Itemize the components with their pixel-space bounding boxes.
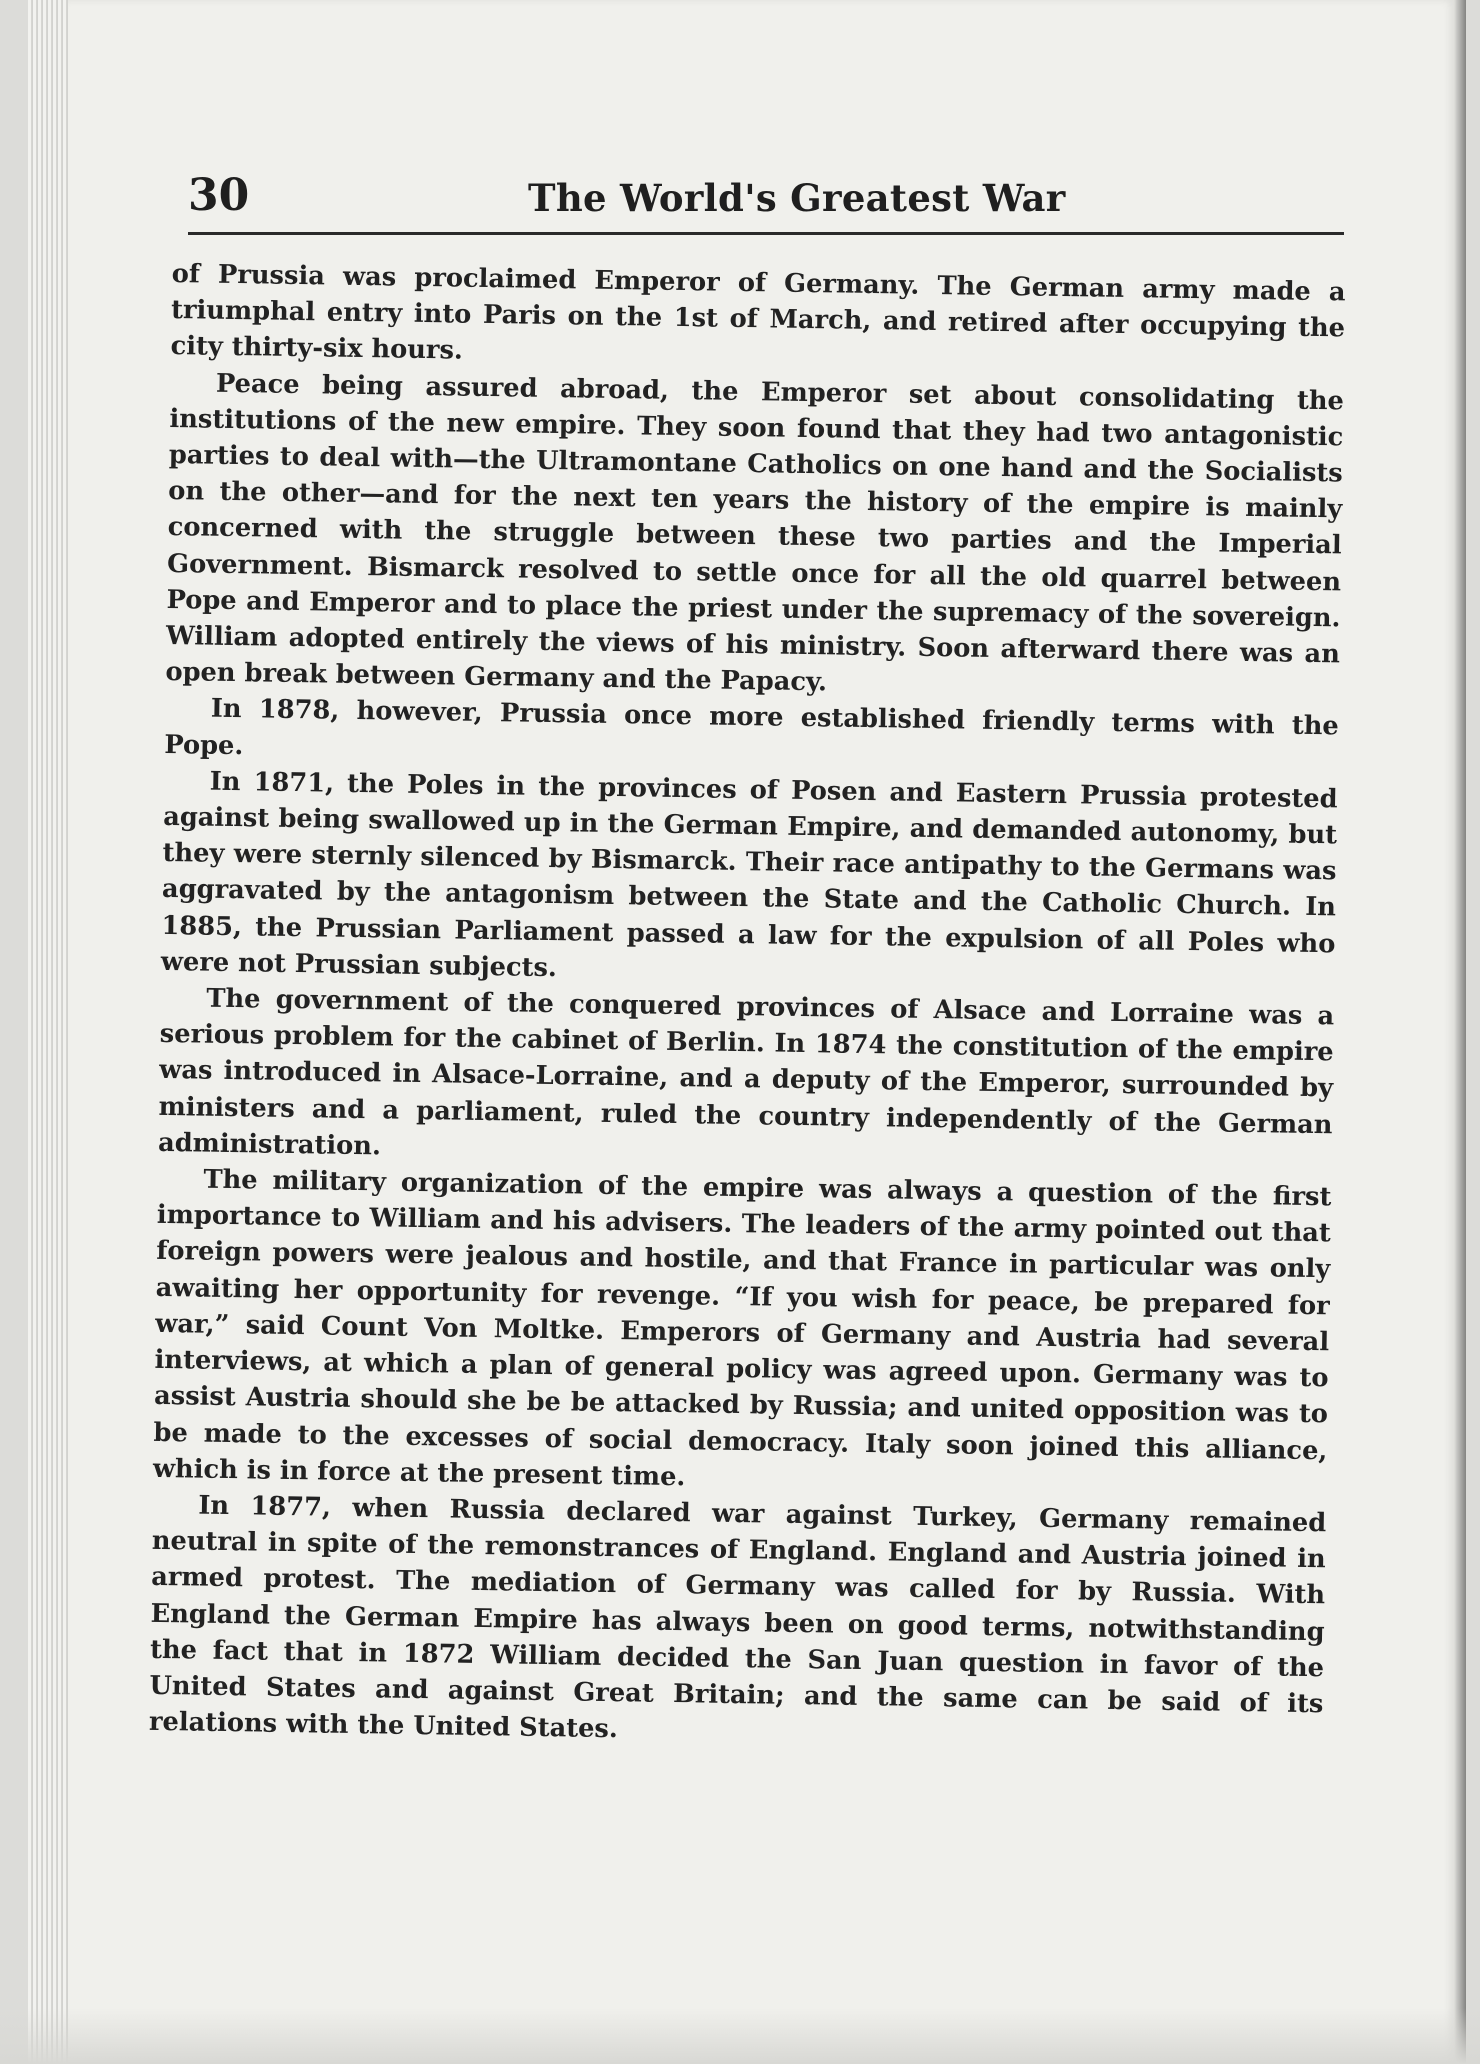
page-number: 30 <box>188 170 250 221</box>
paragraph: The military organization of the empire was always a question of the first importance to William and his advisers. The leaders of the army pointed out that foreign powers were jealous and hostile, and that France in particular was only awaiting her opportunity for revenge. “If you wish for peace, be prepared for war,” said Count Von Moltke. Emperors of Germany and Austria had several interviews, at which a plan of general policy was agreed upon. Germany was to assist Austria should she be be attacked by Russia; and united opposition was to be made to the excesses of social democracy. Italy soon joined this alliance, which is in force at the present time. <box>152 1164 1332 1492</box>
body-text <box>149 256 1346 1759</box>
page-edges <box>28 0 70 2064</box>
paragraph: In 1871, the Poles in the provinces of Posen and Eastern Prussia protested against being swallowed up in the German Empire, and demanded autonomy, but they were sternly silenced by Bismarck. Their race antipathy to the Germans was aggravated by the antagonism between the State and the Catholic Church. In 1885, the Prussian Parliament passed a law for the expulsion of all Poles who were not Prussian subjects. <box>160 766 1338 983</box>
paragraph: In 1878, however, Prussia once more established friendly terms with the Pope. <box>164 694 1339 761</box>
paragraph: Peace being assured abroad, the Emperor set about consolidating the institutions of the new empire. They soon found that they had two antagonistic parties to deal with—the Ultramontane Catholics on one hand and the Socialists on the other—and for the next ten years the history of the empire is mainly concerned with the struggle between these two parties and the Imperial Government. Bismarck resolved to settle once for all the old quarrel between Pope and Emperor and to place the priest under the supremacy of the sovereign. William adopted entirely the views of his ministry. Soon afterward there was an open break between Germany and the Papacy. <box>165 368 1345 698</box>
page-header <box>188 160 1344 235</box>
paragraph: The government of the conquered provinces of Alsace and Lorraine was a serious problem for the cabinet of Berlin. In 1874 the constitution of the empire was introduced in Alsace-Lorraine, and a deputy of the Emperor, surrounded by ministers and a parliament, ruled the country independently of the German administration. <box>157 983 1335 1162</box>
paragraph: of Prussia was proclaimed Emperor of Germany. The German army made a triumphal entry into Paris on the 1st of March, and retired after occupying the city thirty-six hours. <box>170 258 1346 366</box>
running-title: The World's Greatest War <box>528 176 1066 220</box>
paragraph: In 1877, when Russia declared war against Turkey, Germany remained neutral in spite of the remonstrances of England. England and Austria joined in armed protest. The mediation of Germany was called for by Russia. With England the German Empire has always been on good terms, notwithstanding the fact that in 1872 William decided the San Juan question in favor of the United States and against Great Britain; and the same can be said of its relations with the United States. <box>148 1490 1327 1745</box>
bottom-margin <box>0 2008 1480 2064</box>
binding-shadow <box>1454 0 1466 2064</box>
